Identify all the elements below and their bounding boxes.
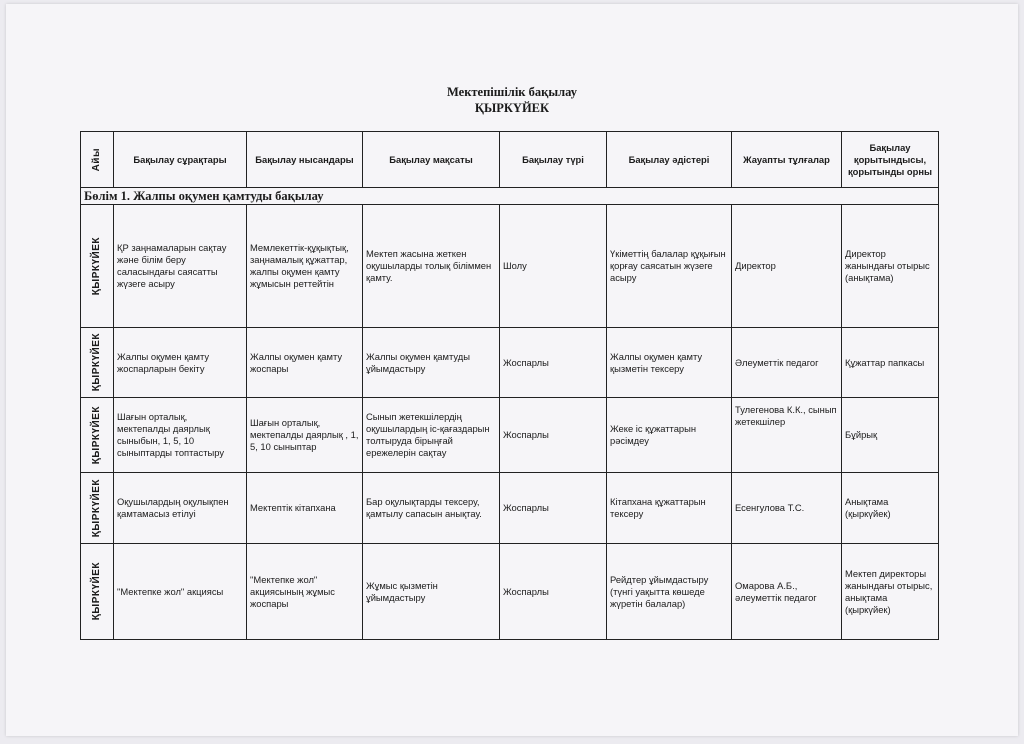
type-cell: Жоспарлы — [500, 398, 607, 473]
header-goal: Бақылау мақсаты — [363, 132, 500, 188]
table-row — [81, 205, 939, 328]
result-cell: Анықтама (қыркүйек) — [842, 473, 939, 544]
result-cell: Мектеп директоры жанындағы отырыс, анықтама (қыркүйек) — [842, 544, 939, 640]
object-cell: Мемлекеттік-құқықтық, заңнамалық құжаттар, жалпы оқумен қамту жұмысын реттейтін — [247, 205, 363, 328]
table-row — [81, 328, 939, 398]
document-subtitle: ҚЫРКҮЙЕК — [474, 101, 550, 115]
goal-cell: Мектеп жасына жеткен оқушыларды толық біліммен қамту. — [363, 205, 500, 328]
type-cell: Жоспарлы — [500, 473, 607, 544]
object-cell: Мектептік кітапхана — [247, 473, 363, 544]
table-row — [81, 398, 939, 473]
responsible-cell: Әлеуметтік педагог — [732, 328, 842, 398]
type-cell: Шолу — [500, 205, 607, 328]
control-plan-table — [80, 131, 939, 640]
table-row — [81, 473, 939, 544]
document-heading — [6, 84, 1018, 116]
result-cell: Құжаттар папкасы — [842, 328, 939, 398]
method-cell: Үкіметтің балалар құқығын қорғау саясатын жүзеге асыру — [607, 205, 732, 328]
method-cell: Жалпы оқумен қамту қызметін тексеру — [607, 328, 732, 398]
month-cell: ҚЫРКҮЙЕК — [81, 473, 114, 544]
goal-cell: Жалпы оқумен қамтуды ұйымдастыру — [363, 328, 500, 398]
month-cell: ҚЫРКҮЙЕК — [81, 398, 114, 473]
header-month: Айы — [81, 132, 114, 188]
table-header-row — [81, 132, 939, 188]
question-cell: Жалпы оқумен қамту жоспарларын бекіту — [114, 328, 247, 398]
question-cell: ҚР заңнамаларын сақтау және білім беру саласындағы саясатты жүзеге асыру — [114, 205, 247, 328]
header-responsible: Жауапты тұлғалар — [732, 132, 842, 188]
table-row — [81, 544, 939, 640]
header-result: Бақылау қорытындысы, қорытынды орны — [842, 132, 939, 188]
goal-cell: Сынып жетекшілердің оқушылардың іс-қағаздарын толтыруда бірыңғай ережелерін сақтау — [363, 398, 500, 473]
method-cell: Рейдтер ұйымдастыру (түнгі уақытта көшеде жүретін балалар) — [607, 544, 732, 640]
method-cell: Жеке іс құжаттарын рәсімдеу — [607, 398, 732, 473]
month-cell: ҚЫРКҮЙЕК — [81, 328, 114, 398]
section-title: Бөлім 1. Жалпы оқумен қамтуды бақылау — [81, 188, 939, 205]
type-cell: Жоспарлы — [500, 544, 607, 640]
method-cell: Кітапхана құжаттарын тексеру — [607, 473, 732, 544]
responsible-cell: Омарова А.Б., әлеуметтік педагог — [732, 544, 842, 640]
result-cell: Директор жанындағы отырыс (анықтама) — [842, 205, 939, 328]
header-method: Бақылау әдістері — [607, 132, 732, 188]
header-question: Бақылау сұрақтары — [114, 132, 247, 188]
section-row — [81, 188, 939, 205]
month-cell: ҚЫРКҮЙЕК — [81, 205, 114, 328]
object-cell: Жалпы оқумен қамту жоспары — [247, 328, 363, 398]
question-cell: Оқушылардың оқулықпен қамтамасыз етілуі — [114, 473, 247, 544]
responsible-cell: Директор — [732, 205, 842, 328]
header-type: Бақылау түрі — [500, 132, 607, 188]
responsible-cell: Тулегенова К.К., сынып жетекшілер — [732, 398, 842, 473]
question-cell: "Мектепке жол" акциясы — [114, 544, 247, 640]
month-cell: ҚЫРКҮЙЕК — [81, 544, 114, 640]
object-cell: Шағын орталық, мектепалды даярлық , 1, 5, 10 сыныптар — [247, 398, 363, 473]
goal-cell: Бар оқулықтарды тексеру, қамтылу сапасын анықтау. — [363, 473, 500, 544]
object-cell: "Мектепке жол" акциясының жұмыс жоспары — [247, 544, 363, 640]
question-cell: Шағын орталық, мектепалды даярлық сыныбын, 1, 5, 10 сыныптарды топтастыру — [114, 398, 247, 473]
goal-cell: Жұмыс қызметін ұйымдастыру — [363, 544, 500, 640]
responsible-cell: Есенгулова Т.С. — [732, 473, 842, 544]
header-object: Бақылау нысандары — [247, 132, 363, 188]
result-cell: Бұйрық — [842, 398, 939, 473]
type-cell: Жоспарлы — [500, 328, 607, 398]
document-title: Мектепішілік бақылау — [447, 85, 577, 99]
